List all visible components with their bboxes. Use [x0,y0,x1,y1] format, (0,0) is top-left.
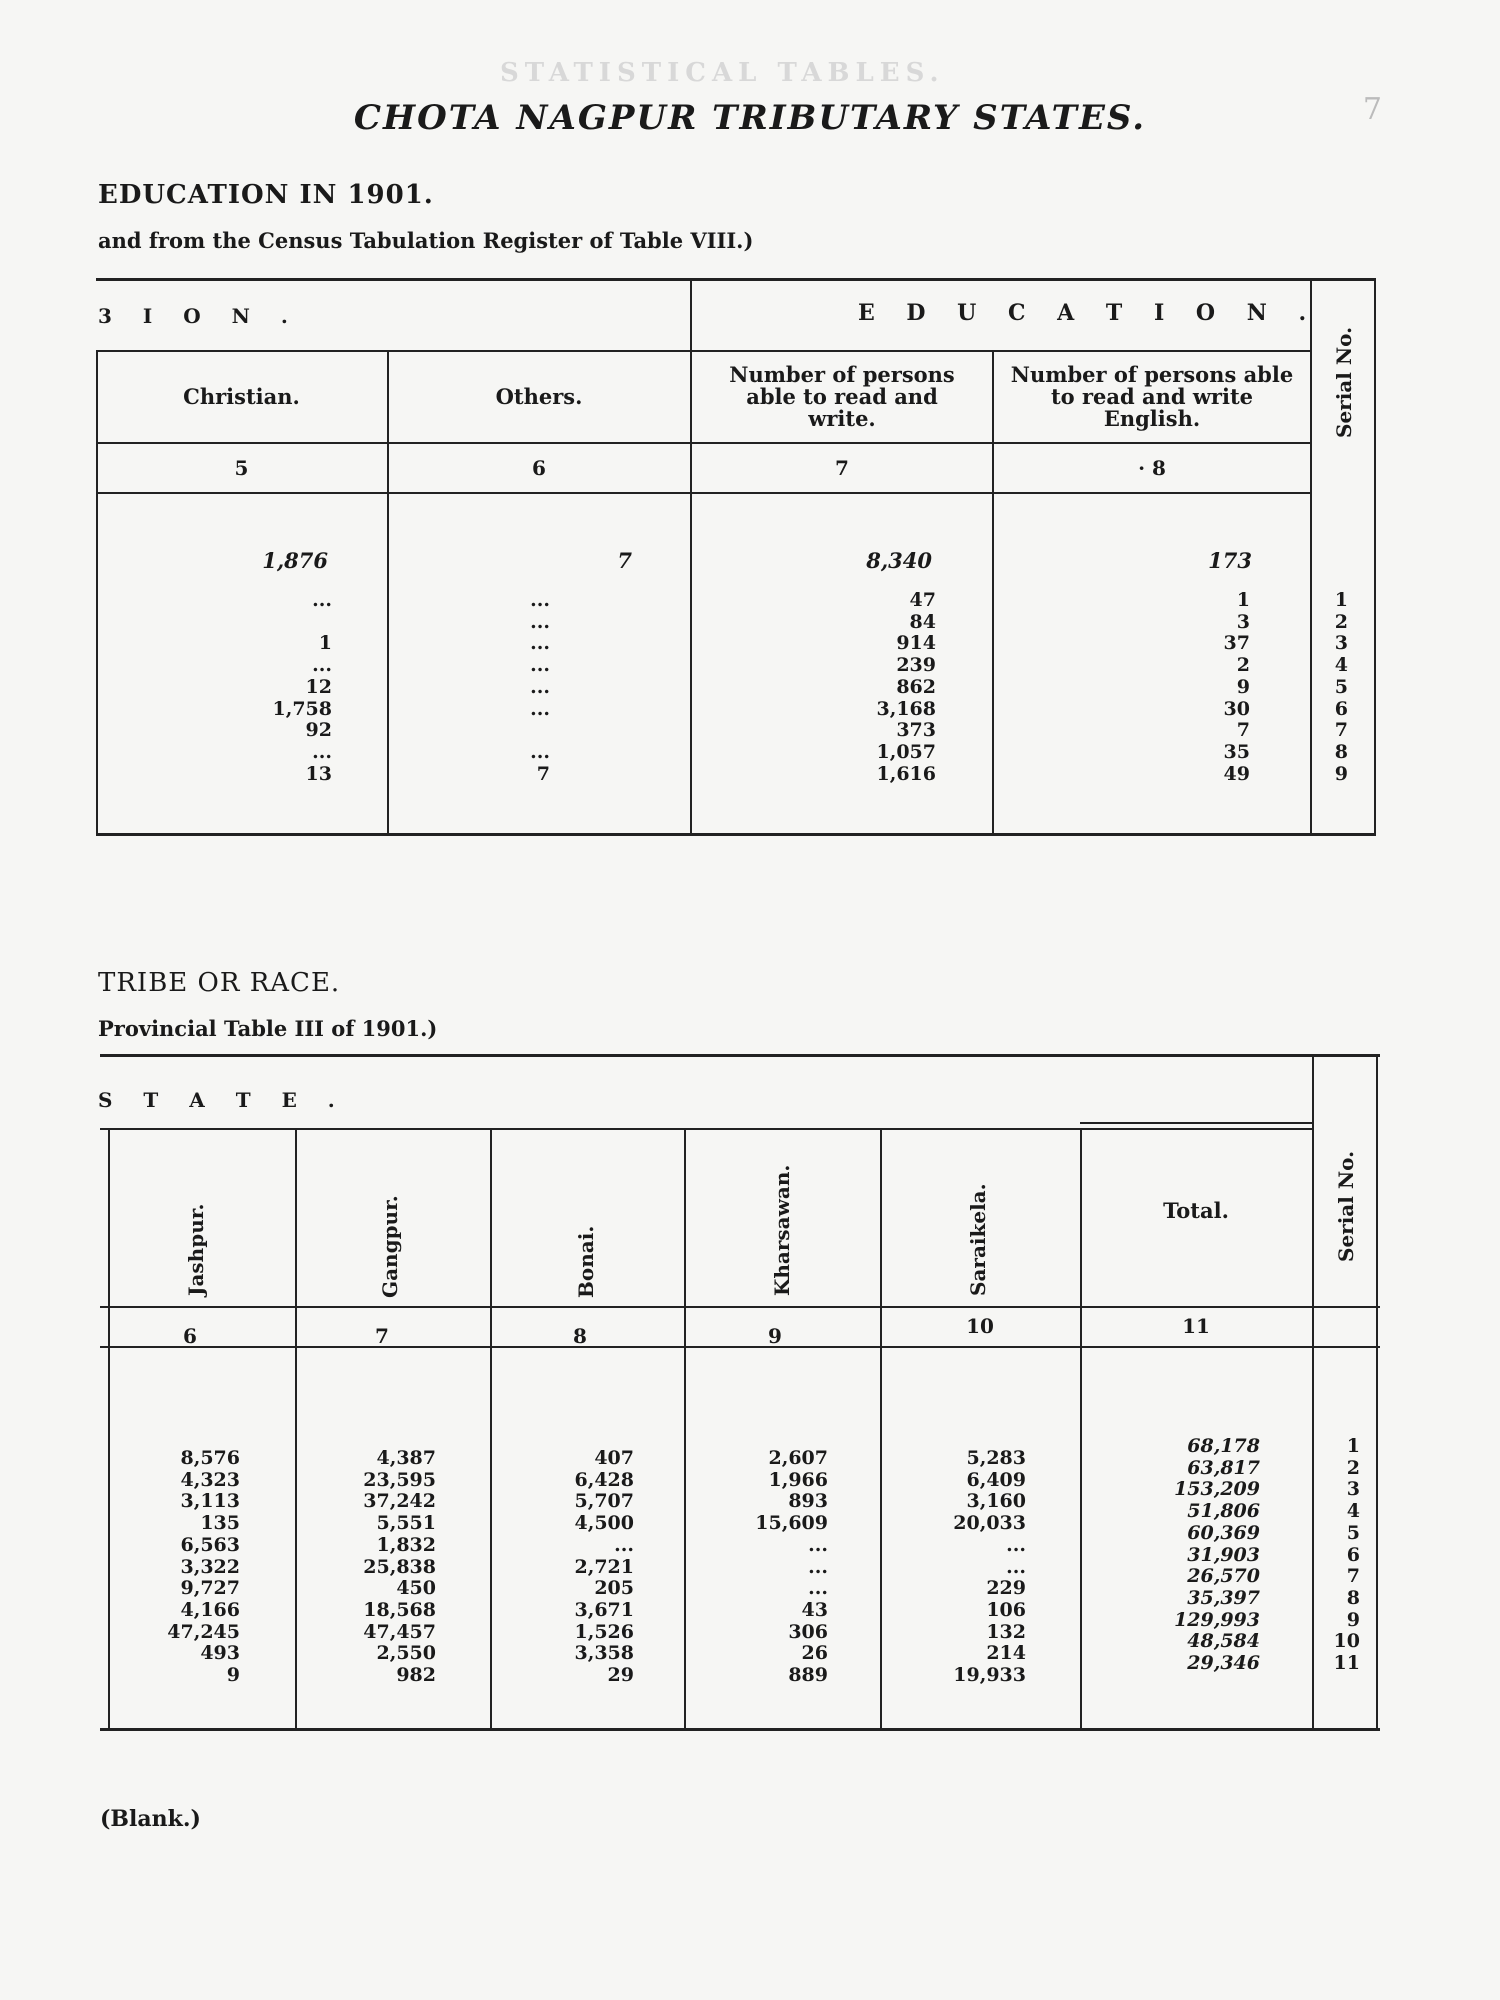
table-rule [96,278,1376,281]
table-rule [690,278,692,833]
gangpur-values: 4,387 23,595 37,242 5,551 1,832 25,838 450 18,568 47,457 2,550 982 [363,1447,436,1687]
col-header-read-write: Number of persons able to read and write. [729,362,955,431]
table-rule [1080,1122,1312,1124]
english-values: 1 3 37 2 9 30 7 35 49 [1223,589,1250,785]
col-header-others: Others. [495,384,583,409]
col-number: · 8 [1138,456,1166,480]
table-rule [387,350,389,833]
page-title: CHOTA NAGPUR TRIBUTARY STATES. [353,98,1147,138]
col-header-english: Number of persons able to read and write English. [1010,362,1294,431]
table-rule [100,1128,1312,1130]
table-rule [108,1128,110,1728]
col-header-bonai: Bonai. [574,1225,598,1298]
table-rule [684,1128,686,1728]
tribe-heading: TRIBE OR RACE. [98,968,341,998]
col-header-christian: Christian. [183,384,300,409]
group-header-education: E D U C A T I O N . [858,300,1319,326]
table-rule [100,1054,1380,1057]
read-write-values: 47 84 914 239 862 3,168 373 1,057 1,616 [876,589,936,785]
total-christian: 1,876 [262,548,328,573]
col-header-saraikela: Saraikela. [966,1183,990,1296]
others-values: ... ... ... ... ... ... ... 7 [530,589,550,785]
col-header-kharsawan: Kharsawan. [770,1164,794,1296]
col-number: 7 [375,1324,389,1348]
col-header-total: Total. [1163,1198,1229,1223]
table-rule [96,833,1376,836]
col-number: 7 [835,456,849,480]
col-header-serial: Serial No. [1332,326,1356,438]
show-through-text: STATISTICAL TABLES. [500,58,945,88]
table-rule [96,350,98,833]
blank-note: (Blank.) [100,1806,201,1832]
col-number: 10 [966,1314,994,1338]
table-rule [96,442,1311,444]
table-rule [96,492,1311,494]
col-header-jashpur: Jashpur. [184,1203,208,1296]
education-heading: EDUCATION IN 1901. [98,180,434,210]
group-header-left: 3 I O N . [98,304,300,328]
table-rule [880,1128,882,1728]
total-others: 7 [617,548,632,573]
col-number: 11 [1182,1314,1210,1338]
table-rule [1312,1054,1314,1728]
total-english: 173 [1208,548,1252,573]
col-number: 5 [234,456,249,480]
table-rule [100,1306,1380,1308]
group-header-state: S T A T E . [98,1088,347,1112]
bonai-values: 407 6,428 5,707 4,500 ... 2,721 205 3,671 1,526 3,358 29 [574,1447,634,1687]
serial-values: 1 2 3 4 5 6 7 8 9 [1334,589,1348,785]
table-rule [992,350,994,833]
table-rule [295,1128,297,1728]
col-number: 8 [573,1324,587,1348]
tribe-subheading: Provincial Table III of 1901.) [98,1016,438,1041]
table-rule [100,1728,1380,1731]
col-number: 9 [768,1324,782,1348]
education-subheading: and from the Census Tabulation Register of Table VIII.) [98,228,754,253]
col-number: 6 [183,1324,197,1348]
table-rule [1310,278,1312,833]
table-rule [96,350,1311,352]
col-header-gangpur: Gangpur. [378,1195,402,1298]
kharsawan-values: 2,607 1,966 893 15,609 ... ... ... 43 306 26 889 [755,1447,828,1687]
col-number: 6 [532,456,546,480]
serial-values: 1 2 3 4 5 6 7 8 9 10 11 [1333,1435,1360,1675]
christian-values: ... 1 ... 12 1,758 92 ... 13 [272,589,332,785]
table-rule [490,1128,492,1728]
table-rule [1376,1054,1378,1731]
table-rule [1374,278,1376,836]
jashpur-values: 8,576 4,323 3,113 135 6,563 3,322 9,727 4,166 47,245 493 9 [167,1447,240,1687]
col-header-serial: Serial No. [1334,1150,1358,1262]
page-number: 7 [1362,92,1382,127]
total-read-write: 8,340 [866,548,932,573]
total-values: 68,178 63,817 153,209 51,806 60,369 31,903 26,570 35,397 129,993 48,584 29,346 [1174,1435,1260,1675]
saraikela-values: 5,283 6,409 3,160 20,033 ... ... 229 106 132 214 19,933 [953,1447,1026,1687]
